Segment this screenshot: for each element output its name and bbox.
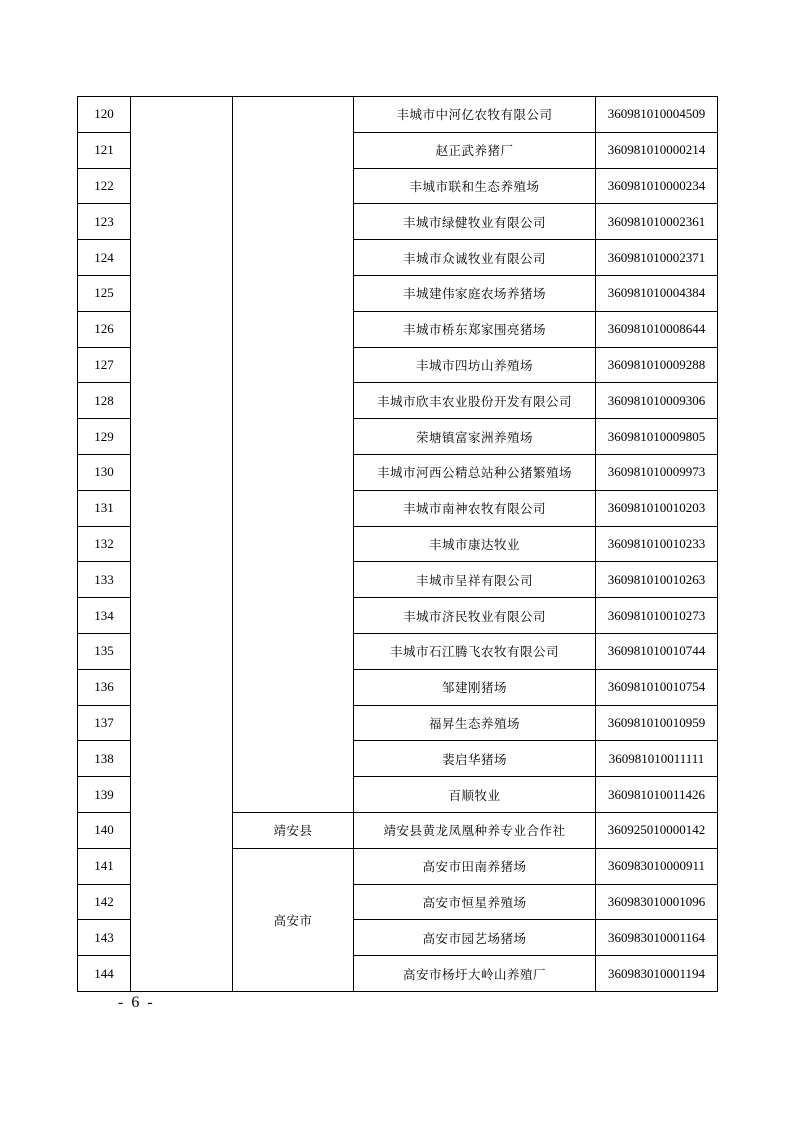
registration-code: 360981010004509 [596,97,718,133]
row-number: 130 [78,454,131,490]
page-number: - 6 - [118,994,155,1011]
registration-code: 360981010009805 [596,419,718,455]
row-number: 138 [78,741,131,777]
row-number: 129 [78,419,131,455]
farm-name: 高安市田南养猪场 [354,848,596,884]
row-number: 135 [78,633,131,669]
row-number: 136 [78,669,131,705]
county-cell-fengcheng [233,97,354,813]
farm-name: 丰城市欣丰农业股份开发有限公司 [354,383,596,419]
row-number: 123 [78,204,131,240]
registration-code: 360983010001096 [596,884,718,920]
table-body [78,97,718,992]
registration-code: 360981010010744 [596,633,718,669]
row-number: 144 [78,956,131,992]
row-number: 124 [78,240,131,276]
registration-code: 360981010009288 [596,347,718,383]
farm-name: 丰城建伟家庭农场养猪场 [354,275,596,311]
registration-code: 360981010010203 [596,490,718,526]
farm-name: 丰城市中河亿农牧有限公司 [354,97,596,133]
farm-name: 百顺牧业 [354,777,596,813]
registration-code: 360981010000214 [596,132,718,168]
row-number: 139 [78,777,131,813]
registration-code: 360981010010273 [596,598,718,634]
farm-name: 高安市园艺场猪场 [354,920,596,956]
farm-name: 丰城市呈祥有限公司 [354,562,596,598]
registration-code: 360981010011426 [596,777,718,813]
registration-code: 360981010009973 [596,454,718,490]
row-number: 142 [78,884,131,920]
farm-name: 丰城市济民牧业有限公司 [354,598,596,634]
row-number: 134 [78,598,131,634]
farm-registry-table [77,96,718,992]
row-number: 137 [78,705,131,741]
farm-name: 丰城市河西公精总站种公猪繁殖场 [354,454,596,490]
farm-name: 福昇生态养殖场 [354,705,596,741]
farm-name: 高安市恒星养殖场 [354,884,596,920]
registration-code: 360983010000911 [596,848,718,884]
row-number: 125 [78,275,131,311]
farm-name: 靖安县黄龙凤凰种养专业合作社 [354,812,596,848]
registration-code: 360981010010959 [596,705,718,741]
registration-code: 360981010002371 [596,240,718,276]
row-number: 143 [78,920,131,956]
county-cell-jingan: 靖安县 [233,812,354,848]
farm-name: 高安市杨圩大岭山养殖厂 [354,956,596,992]
registration-code: 360981010002361 [596,204,718,240]
registration-code: 360981010000234 [596,168,718,204]
row-number: 133 [78,562,131,598]
farm-name: 丰城市康达牧业 [354,526,596,562]
registration-code: 360981010008644 [596,311,718,347]
farm-name: 裴启华猪场 [354,741,596,777]
registration-code: 360981010010233 [596,526,718,562]
farm-name: 丰城市石江腾飞农牧有限公司 [354,633,596,669]
row-number: 140 [78,812,131,848]
farm-name: 邹建刚猪场 [354,669,596,705]
registration-code: 360983010001194 [596,956,718,992]
registration-code: 360981010004384 [596,275,718,311]
row-number: 121 [78,132,131,168]
farm-name: 丰城市绿健牧业有限公司 [354,204,596,240]
row-number: 141 [78,848,131,884]
row-number: 128 [78,383,131,419]
farm-name: 丰城市桥东郑家围亮猪场 [354,311,596,347]
row-number: 126 [78,311,131,347]
farm-name: 丰城市联和生态养殖场 [354,168,596,204]
registration-code: 360981010010263 [596,562,718,598]
row-number: 132 [78,526,131,562]
row-number: 131 [78,490,131,526]
county-cell-gaoan: 高安市 [233,848,354,991]
farm-name: 丰城市南神农牧有限公司 [354,490,596,526]
registration-code: 360981010009306 [596,383,718,419]
row-number: 120 [78,97,131,133]
city-cell [131,97,233,992]
row-number: 122 [78,168,131,204]
row-number: 127 [78,347,131,383]
registration-code: 360981010011111 [596,741,718,777]
farm-name: 荣塘镇富家洲养殖场 [354,419,596,455]
farm-name: 赵正武养猪厂 [354,132,596,168]
registration-code: 360925010000142 [596,812,718,848]
registration-code: 360983010001164 [596,920,718,956]
registration-code: 360981010010754 [596,669,718,705]
farm-name: 丰城市众诚牧业有限公司 [354,240,596,276]
farm-name: 丰城市四坊山养殖场 [354,347,596,383]
table-row [78,97,718,133]
